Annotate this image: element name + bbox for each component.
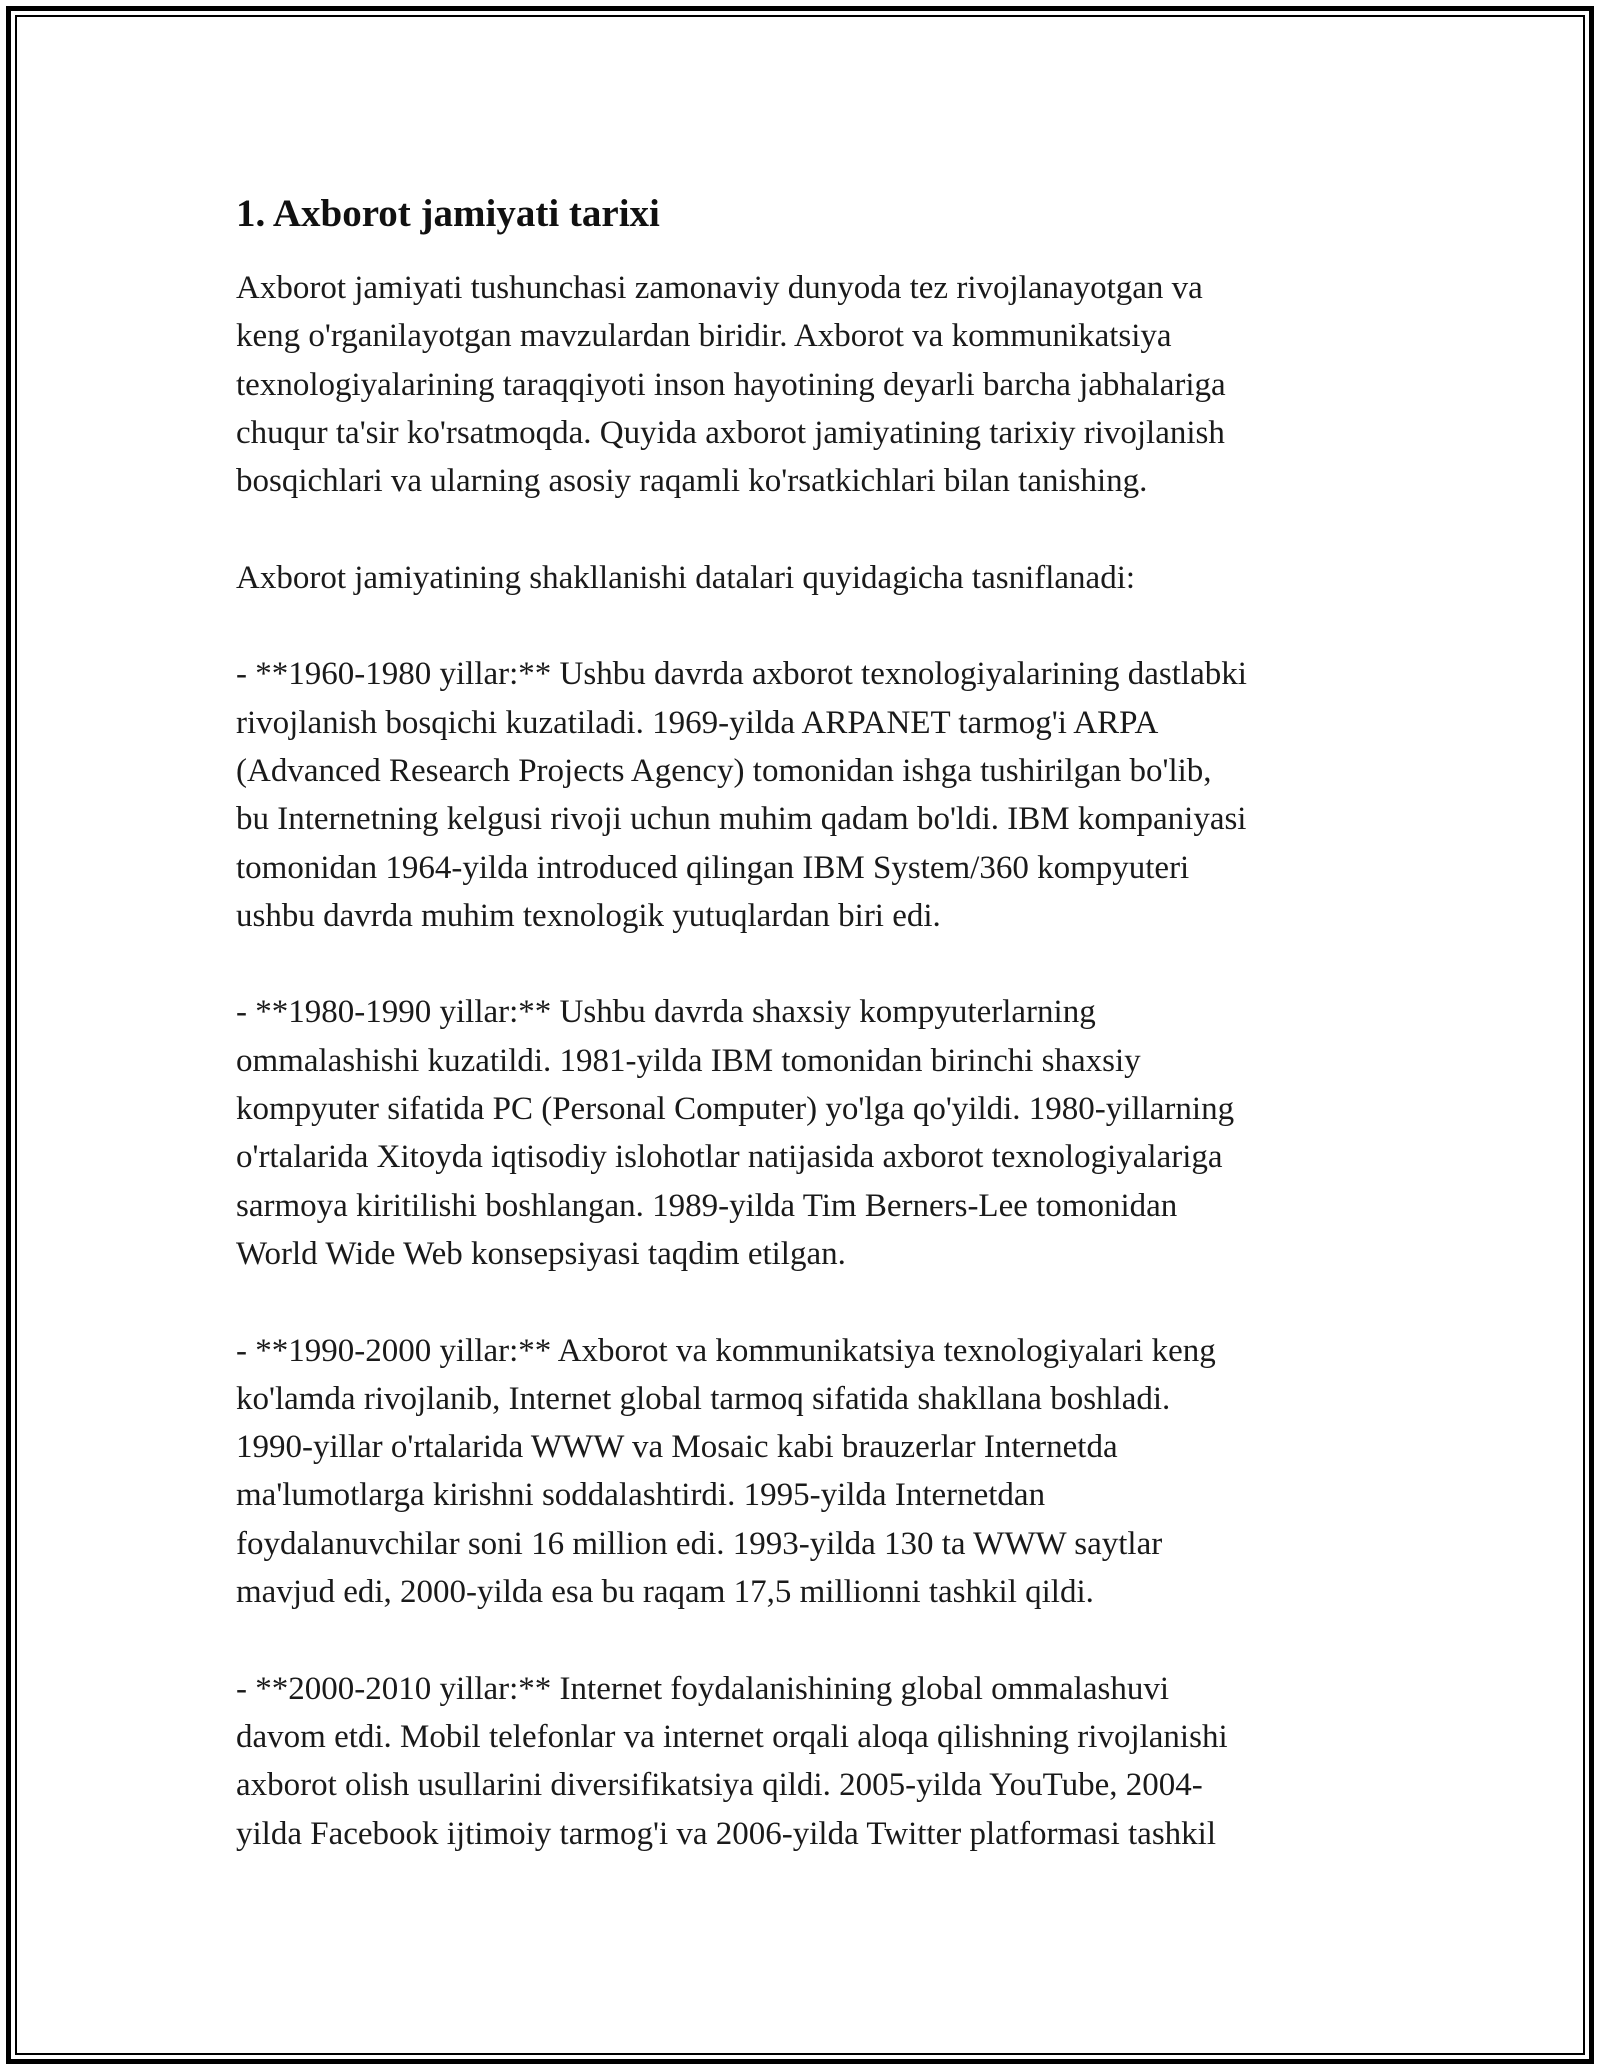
period-1990-2000-paragraph bbox=[236, 1327, 1376, 1617]
text-line: Axborot jamiyatining shakllanishi datalari quyidagicha tasniflanadi: bbox=[236, 559, 1136, 596]
text-line: texnologiyalarining taraqqiyoti inson hayotining deyarli barcha jabhalariga bbox=[236, 366, 1226, 403]
period-2000-2010-paragraph bbox=[236, 1665, 1376, 1858]
text-line: World Wide Web konsepsiyasi taqdim etilgan. bbox=[236, 1235, 846, 1272]
text-line: - **1960-1980 yillar:** Ushbu davrda axborot texnologiyalarining dastlabki bbox=[236, 656, 1247, 693]
text-line: mavjud edi, 2000-yilda esa bu raqam 17,5 millionni tashkil qildi. bbox=[236, 1574, 1094, 1611]
text-line: Axborot jamiyati tushunchasi zamonaviy dunyoda tez rivojlanayotgan va bbox=[236, 270, 1203, 306]
text-line: - **2000-2010 yillar:** Internet foydalanishining global ommalashuvi bbox=[236, 1670, 1169, 1707]
period-1980-1990-paragraph bbox=[236, 988, 1376, 1278]
text-line: ma'lumotlarga kirishni soddalashtirdi. 1995-yilda Internetdan bbox=[236, 1477, 1046, 1514]
classification-paragraph bbox=[236, 554, 1376, 602]
text-line: - **1980-1990 yillar:** Ushbu davrda shaxsiy kompyuterlarning bbox=[236, 994, 1096, 1031]
text-line: chuqur ta'sir ko'rsatmoqda. Quyida axborot jamiyatining tarixiy rivojlanish bbox=[236, 414, 1225, 451]
text-line: - **1990-2000 yillar:** Axborot va kommunikatsiya texnologiyalari keng bbox=[236, 1332, 1216, 1369]
text-line: o'rtalarida Xitoyda iqtisodiy islohotlar natijasida axborot texnologiyalariga bbox=[236, 1139, 1223, 1176]
text-line: ommalashishi kuzatildi. 1981-yilda IBM tomonidan birinchi shaxsiy bbox=[236, 1042, 1141, 1079]
text-line: 1990-yillar o'rtalarida WWW va Mosaic kabi brauzerlar Internetda bbox=[236, 1429, 1118, 1466]
document-body bbox=[236, 190, 1376, 1906]
period-1960-1980-paragraph bbox=[236, 650, 1376, 940]
text-line: ushbu davrda muhim texnologik yutuqlardan biri edi. bbox=[236, 897, 941, 934]
text-line: davom etdi. Mobil telefonlar va internet orqali aloqa qilishning rivojlanishi bbox=[236, 1718, 1228, 1755]
text-line: tomonidan 1964-yilda introduced qilingan IBM System/360 kompyuteri bbox=[236, 849, 1190, 886]
text-line: keng o'rganilayotgan mavzulardan biridir. Axborot va kommunikatsiya bbox=[236, 318, 1172, 355]
text-line: bosqichlari va ularning asosiy raqamli ko'rsatkichlari bilan tanishing. bbox=[236, 463, 1148, 500]
text-line: kompyuter sifatida PC (Personal Computer) yo'lga qo'yildi. 1980-yillarning bbox=[236, 1091, 1235, 1128]
text-line: ko'lamda rivojlanib, Internet global tarmoq sifatida shakllana boshladi. bbox=[236, 1380, 1171, 1417]
text-line: (Advanced Research Projects Agency) tomonidan ishga tushirilgan bo'lib, bbox=[236, 752, 1212, 789]
text-line: foydalanuvchilar soni 16 million edi. 1993-yilda 130 ta WWW saytlar bbox=[236, 1525, 1163, 1562]
text-line: axborot olish usullarini diversifikatsiya qildi. 2005-yilda YouTube, 2004- bbox=[236, 1767, 1203, 1804]
section-heading: 1. Axborot jamiyati tarixi bbox=[236, 192, 660, 235]
text-line: yilda Facebook ijtimoiy tarmog'i va 2006-yilda Twitter platformasi tashkil bbox=[236, 1815, 1217, 1852]
text-line: rivojlanish bosqichi kuzatiladi. 1969-yilda ARPANET tarmog'i ARPA bbox=[236, 704, 1159, 741]
intro-paragraph bbox=[236, 264, 1376, 505]
text-line: bu Internetning kelgusi rivoji uchun muhim qadam bo'ldi. IBM kompaniyasi bbox=[236, 801, 1247, 838]
text-line: sarmoya kiritilishi boshlangan. 1989-yilda Tim Berners-Lee tomonidan bbox=[236, 1187, 1178, 1224]
